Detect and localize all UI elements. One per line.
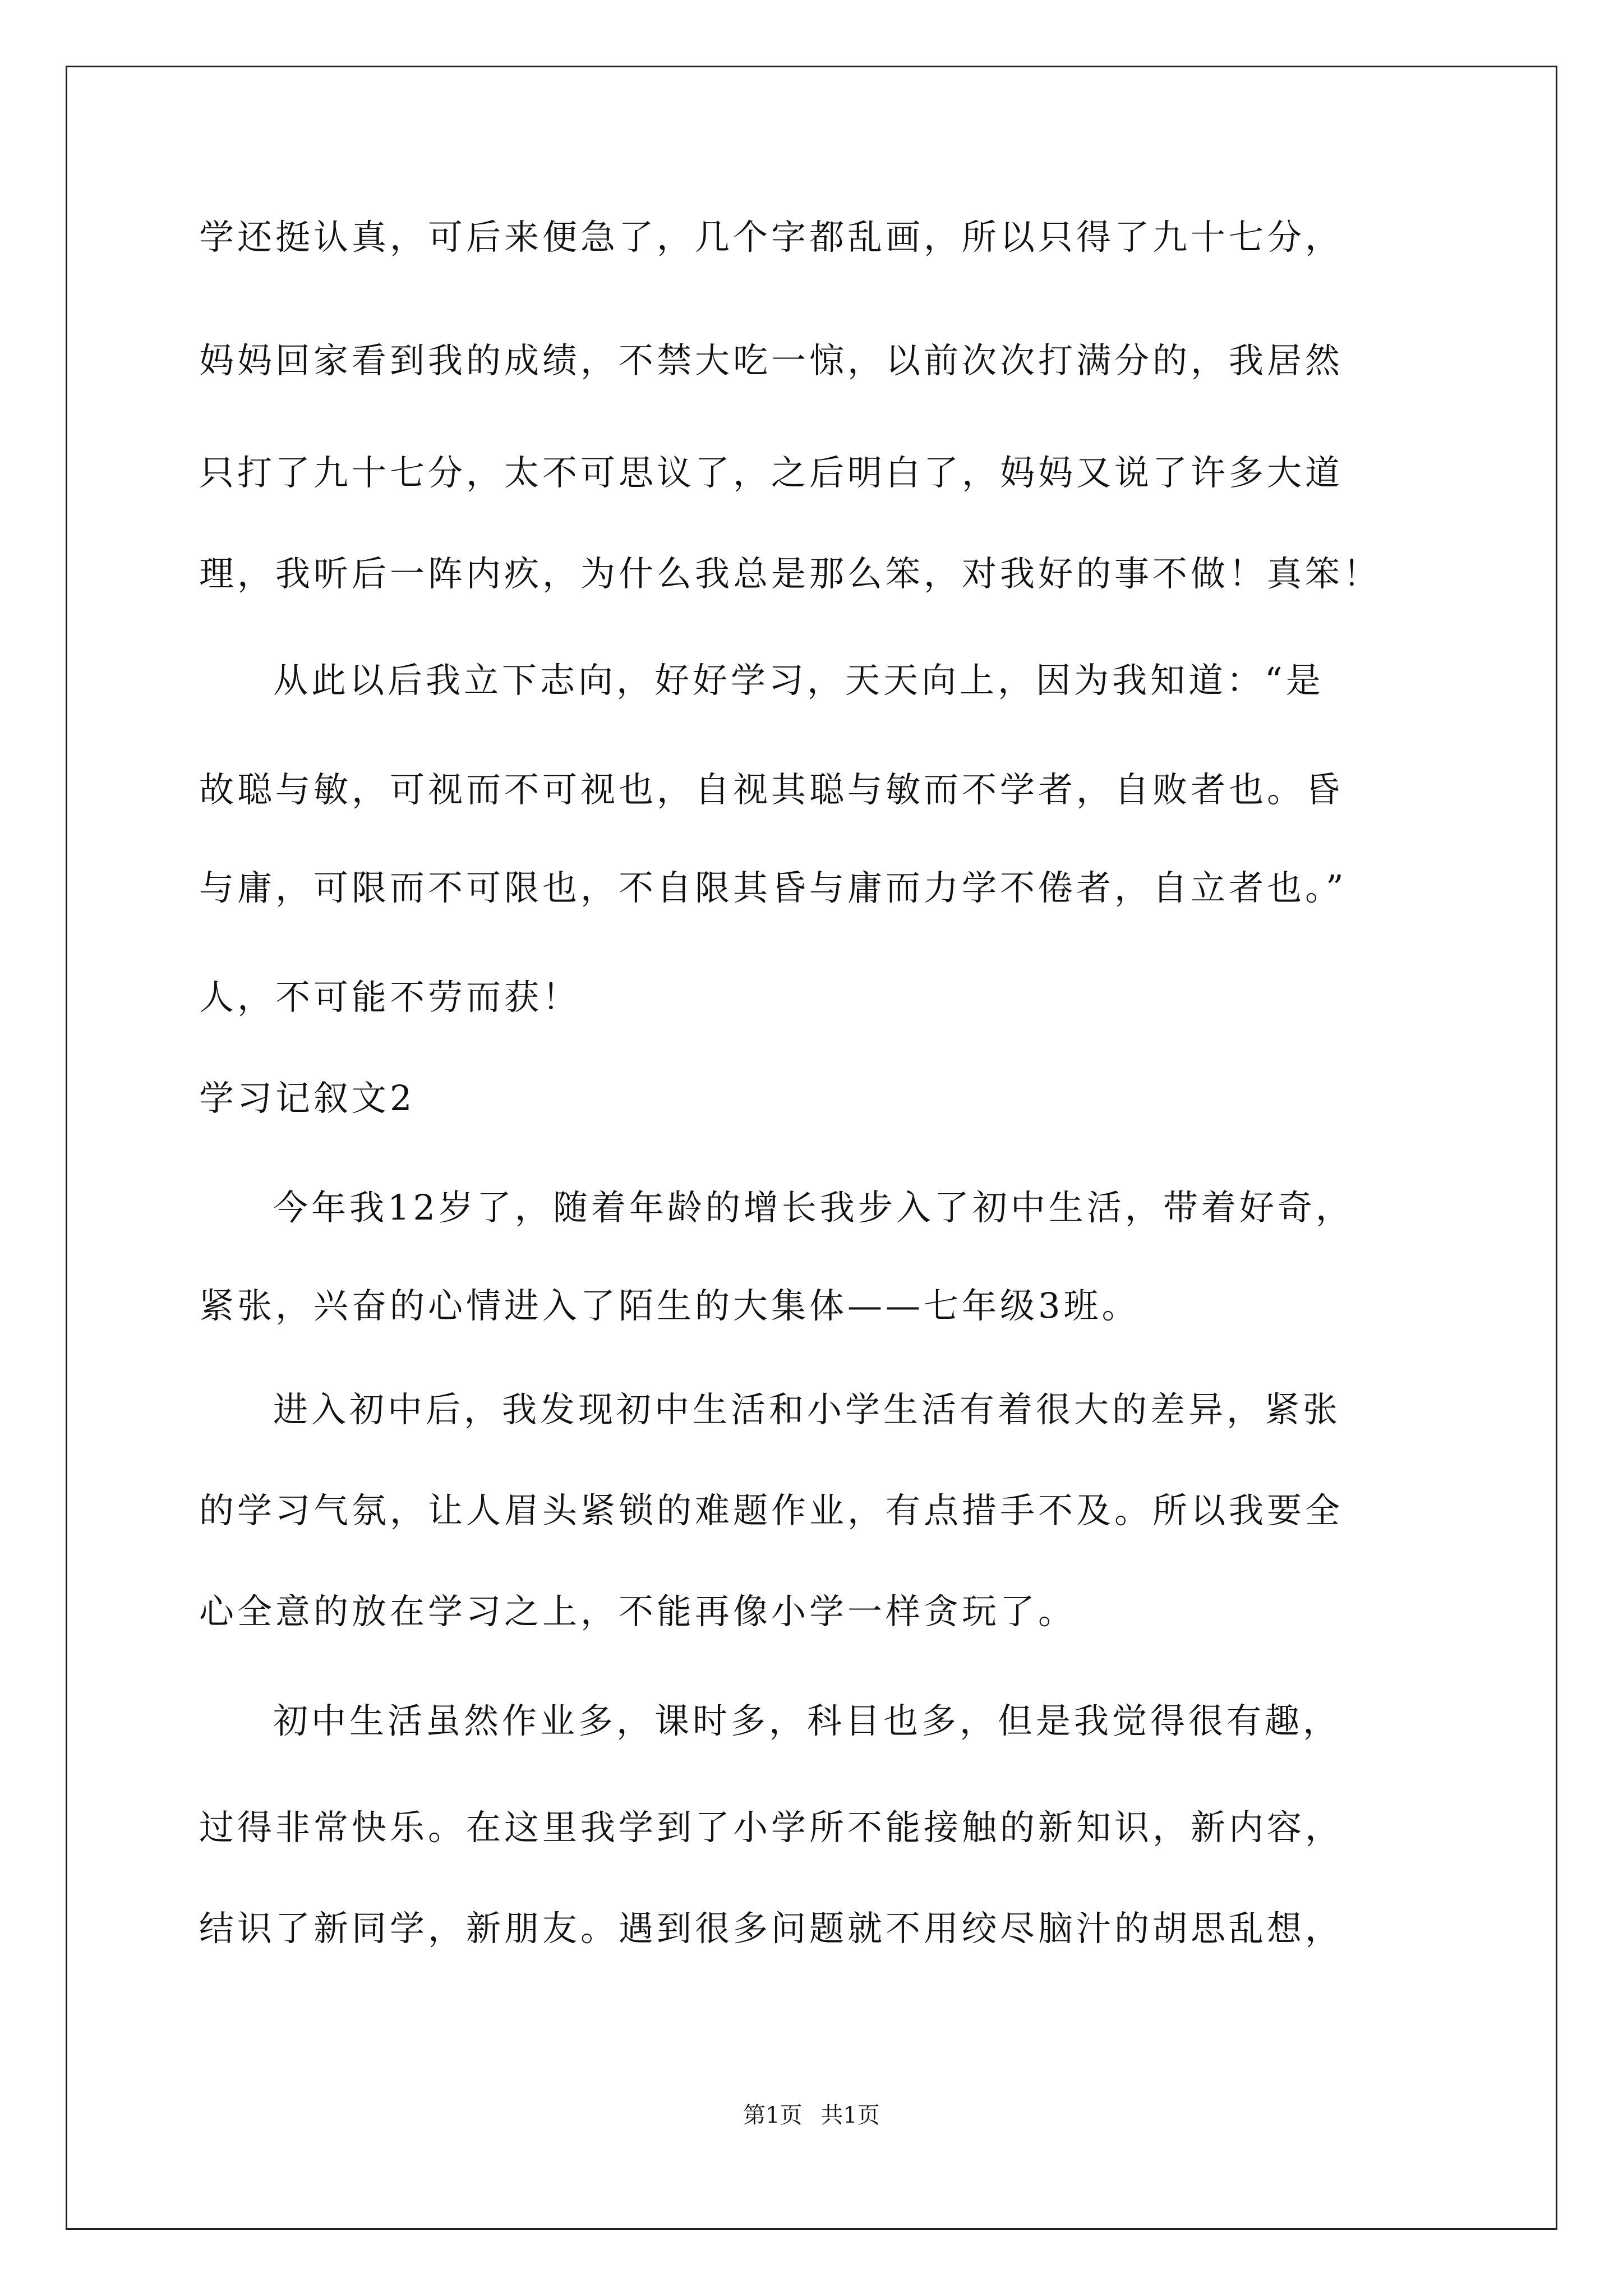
paragraph-start-line: 进入初中后，我发现初中生活和小学生活有着很大的差异，紧张 (273, 1389, 1341, 1430)
section-heading: 学习记叙文2 (199, 1078, 416, 1119)
page-number-current: 第1页 (743, 2102, 803, 2128)
body-line: 过得非常快乐。在这里我学到了小学所不能接触的新知识，新内容， (199, 1807, 1344, 1848)
page-border (66, 66, 1557, 2230)
body-line: 结识了新同学，新朋友。遇到很多问题就不用绞尽脑汁的胡思乱想， (199, 1908, 1344, 1949)
paragraph-start-line: 今年我12岁了，随着年龄的增长我步入了初中生活，带着好奇， (273, 1187, 1354, 1228)
body-line: 心全意的放在学习之上，不能再像小学一样贪玩了。 (199, 1591, 1077, 1632)
body-line: 人，不可能不劳而获！ (199, 977, 581, 1018)
paragraph-start-line: 初中生活虽然作业多，课时多，科目也多，但是我觉得很有趣， (273, 1700, 1341, 1741)
paragraph-start-line: 从此以后我立下志向，好好学习，天天向上，因为我知道：“是 (273, 660, 1324, 701)
body-line: 的学习气氛，让人眉头紧锁的难题作业，有点措手不及。所以我要全 (199, 1490, 1344, 1531)
body-line: 只打了九十七分，太不可思议了，之后明白了，妈妈又说了许多大道 (199, 452, 1344, 493)
body-line: 与庸，可限而不可限也，不自限其昏与庸而力学不倦者，自立者也。” (199, 867, 1347, 908)
page-number-total: 共1页 (820, 2102, 880, 2128)
body-line: 妈妈回家看到我的成绩，不禁大吃一惊，以前次次打满分的，我居然 (199, 340, 1344, 381)
body-line: 学还挺认真，可后来便急了，几个字都乱画，所以只得了九十七分， (199, 217, 1344, 257)
body-line: 故聪与敏，可视而不可视也，自视其聪与敏而不学者，自败者也。昏 (199, 769, 1344, 810)
body-line: 紧张，兴奋的心情进入了陌生的大集体——七年级3班。 (199, 1285, 1140, 1326)
body-line: 理，我听后一阵内疚，为什么我总是那么笨，对我好的事不做！真笨！ (199, 553, 1382, 594)
page-footer (0, 2101, 1623, 2130)
